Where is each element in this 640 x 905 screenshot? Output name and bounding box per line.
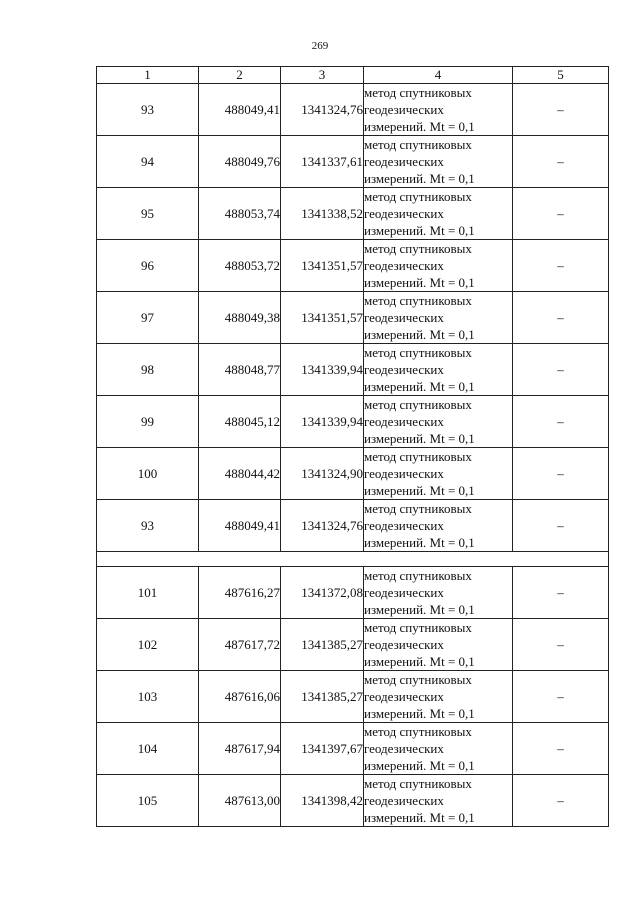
coordinate-x: 488049,41 xyxy=(199,500,281,552)
method-line: геодезических xyxy=(364,362,444,377)
note-dash: – xyxy=(513,292,609,344)
note-dash: – xyxy=(513,396,609,448)
point-number: 105 xyxy=(97,775,199,827)
point-number: 98 xyxy=(97,344,199,396)
coordinate-x: 487617,72 xyxy=(199,619,281,671)
method-line: метод спутниковых xyxy=(364,724,472,739)
method-line: геодезических xyxy=(364,585,444,600)
method-line: метод спутниковых xyxy=(364,501,472,516)
method-line: измерений. Mt = 0,1 xyxy=(364,431,475,446)
page-number: 269 xyxy=(311,40,329,52)
point-number: 104 xyxy=(97,723,199,775)
note-dash: – xyxy=(513,84,609,136)
coordinate-y: 1341338,52 xyxy=(281,188,364,240)
coordinate-x: 488053,74 xyxy=(199,188,281,240)
method-line: метод спутниковых xyxy=(364,293,472,308)
coordinate-x: 488049,41 xyxy=(199,84,281,136)
method-line: измерений. Mt = 0,1 xyxy=(364,223,475,238)
method-line: геодезических xyxy=(364,518,444,533)
method-description xyxy=(364,619,513,671)
note-dash: – xyxy=(513,671,609,723)
method-description xyxy=(364,240,513,292)
method-line: метод спутниковых xyxy=(364,137,472,152)
header-col-2: 2 xyxy=(199,67,281,84)
note-dash: – xyxy=(513,500,609,552)
coordinates-table xyxy=(96,66,609,827)
method-line: измерений. Mt = 0,1 xyxy=(364,327,475,342)
table-row xyxy=(97,567,609,619)
coordinate-x: 488044,42 xyxy=(199,448,281,500)
coordinate-y: 1341324,76 xyxy=(281,84,364,136)
header-col-1: 1 xyxy=(97,67,199,84)
method-line: метод спутниковых xyxy=(364,397,472,412)
method-line: геодезических xyxy=(364,689,444,704)
coordinate-x: 488049,76 xyxy=(199,136,281,188)
coordinate-x: 487616,06 xyxy=(199,671,281,723)
table-row xyxy=(97,500,609,552)
note-dash: – xyxy=(513,188,609,240)
method-line: измерений. Mt = 0,1 xyxy=(364,171,475,186)
coordinate-y: 1341351,57 xyxy=(281,240,364,292)
point-number: 99 xyxy=(97,396,199,448)
method-line: метод спутниковых xyxy=(364,672,472,687)
table-row xyxy=(97,188,609,240)
table-row xyxy=(97,292,609,344)
method-line: измерений. Mt = 0,1 xyxy=(364,483,475,498)
method-line: метод спутниковых xyxy=(364,345,472,360)
note-dash: – xyxy=(513,136,609,188)
header-col-3: 3 xyxy=(281,67,364,84)
coordinate-x: 488048,77 xyxy=(199,344,281,396)
method-description xyxy=(364,396,513,448)
point-number: 93 xyxy=(97,84,199,136)
method-line: метод спутниковых xyxy=(364,189,472,204)
coordinate-y: 1341372,08 xyxy=(281,567,364,619)
note-dash: – xyxy=(513,775,609,827)
coordinate-x: 488049,38 xyxy=(199,292,281,344)
method-line: измерений. Mt = 0,1 xyxy=(364,758,475,773)
method-line: измерений. Mt = 0,1 xyxy=(364,379,475,394)
note-dash: – xyxy=(513,448,609,500)
coordinate-y: 1341398,42 xyxy=(281,775,364,827)
method-line: метод спутниковых xyxy=(364,776,472,791)
table-row xyxy=(97,671,609,723)
method-line: метод спутниковых xyxy=(364,241,472,256)
coordinate-x: 487616,27 xyxy=(199,567,281,619)
method-line: геодезических xyxy=(364,310,444,325)
table-row xyxy=(97,240,609,292)
method-description xyxy=(364,567,513,619)
method-line: измерений. Mt = 0,1 xyxy=(364,706,475,721)
table-row xyxy=(97,619,609,671)
method-line: измерений. Mt = 0,1 xyxy=(364,810,475,825)
coordinate-y: 1341324,76 xyxy=(281,500,364,552)
header-row xyxy=(97,67,609,84)
method-description xyxy=(364,775,513,827)
point-number: 103 xyxy=(97,671,199,723)
coordinate-y: 1341339,94 xyxy=(281,396,364,448)
table-body xyxy=(97,84,609,827)
point-number: 94 xyxy=(97,136,199,188)
note-dash: – xyxy=(513,344,609,396)
method-line: измерений. Mt = 0,1 xyxy=(364,654,475,669)
method-line: геодезических xyxy=(364,637,444,652)
point-number: 100 xyxy=(97,448,199,500)
method-description xyxy=(364,671,513,723)
header-col-5: 5 xyxy=(513,67,609,84)
coordinate-y: 1341385,27 xyxy=(281,671,364,723)
method-line: геодезических xyxy=(364,154,444,169)
method-description xyxy=(364,292,513,344)
table-row xyxy=(97,775,609,827)
method-description xyxy=(364,500,513,552)
method-line: метод спутниковых xyxy=(364,620,472,635)
note-dash: – xyxy=(513,567,609,619)
coordinate-x: 488045,12 xyxy=(199,396,281,448)
point-number: 95 xyxy=(97,188,199,240)
point-number: 93 xyxy=(97,500,199,552)
method-line: геодезических xyxy=(364,793,444,808)
method-line: метод спутниковых xyxy=(364,568,472,583)
coordinate-y: 1341337,61 xyxy=(281,136,364,188)
coordinate-y: 1341324,90 xyxy=(281,448,364,500)
method-line: геодезических xyxy=(364,414,444,429)
coordinate-x: 487613,00 xyxy=(199,775,281,827)
table-row xyxy=(97,344,609,396)
method-line: измерений. Mt = 0,1 xyxy=(364,602,475,617)
table-row xyxy=(97,84,609,136)
method-line: геодезических xyxy=(364,102,444,117)
table-row xyxy=(97,448,609,500)
note-dash: – xyxy=(513,240,609,292)
note-dash: – xyxy=(513,619,609,671)
method-description xyxy=(364,188,513,240)
method-line: метод спутниковых xyxy=(364,85,472,100)
point-number: 97 xyxy=(97,292,199,344)
method-line: метод спутниковых xyxy=(364,449,472,464)
method-line: измерений. Mt = 0,1 xyxy=(364,119,475,134)
coordinate-y: 1341397,67 xyxy=(281,723,364,775)
method-line: геодезических xyxy=(364,258,444,273)
method-description xyxy=(364,136,513,188)
note-dash: – xyxy=(513,723,609,775)
method-description xyxy=(364,344,513,396)
method-line: измерений. Mt = 0,1 xyxy=(364,535,475,550)
point-number: 102 xyxy=(97,619,199,671)
method-line: геодезических xyxy=(364,206,444,221)
method-line: измерений. Mt = 0,1 xyxy=(364,275,475,290)
point-number: 101 xyxy=(97,567,199,619)
table-row xyxy=(97,723,609,775)
table-row xyxy=(97,396,609,448)
coordinate-y: 1341339,94 xyxy=(281,344,364,396)
coordinate-x: 487617,94 xyxy=(199,723,281,775)
method-line: геодезических xyxy=(364,741,444,756)
header-col-4: 4 xyxy=(364,67,513,84)
coordinate-y: 1341351,57 xyxy=(281,292,364,344)
method-description xyxy=(364,448,513,500)
table-row xyxy=(97,136,609,188)
coordinate-x: 488053,72 xyxy=(199,240,281,292)
point-number: 96 xyxy=(97,240,199,292)
coordinate-y: 1341385,27 xyxy=(281,619,364,671)
separator-cell xyxy=(97,552,609,567)
method-description xyxy=(364,723,513,775)
separator-row xyxy=(97,552,609,567)
method-line: геодезических xyxy=(364,466,444,481)
method-description xyxy=(364,84,513,136)
